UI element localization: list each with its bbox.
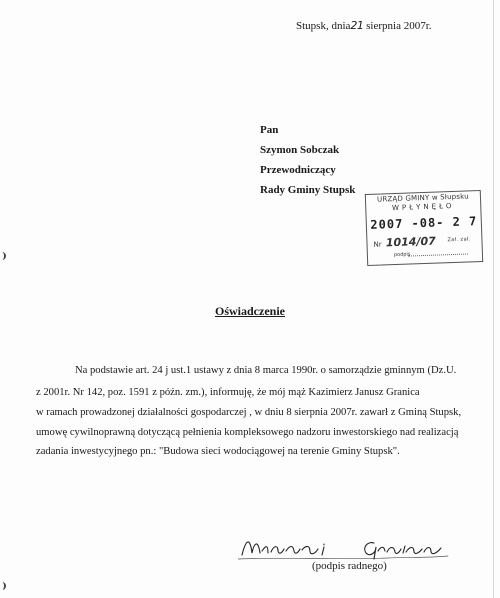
addressee-institution: Rady Gminy Stupsk [260,184,356,196]
handwritten-signature [238,533,458,563]
page-edge-shadow [493,0,494,598]
stamp-nr-value: 1014/07 [385,234,437,250]
stamp-date: 2007 -08- 2 7 [370,214,478,232]
body-line: umowę cywilnoprawną dotyczącą pełnienia kompleksowego nadzoru inwestorskiego nad realizacją [36,427,459,438]
scan-mark [0,582,6,590]
stamp-nr-label: Nr [373,240,382,249]
body-line: w ramach prowadzonej działalności gospodarczej , w dniu 8 sierpnia 2007r. zawarł z Gminą Stupsk, [36,407,462,418]
place-date-suffix: sierpnia 2007r. [366,20,432,32]
stamp-signature-label: podpis [393,251,411,259]
signature-scribble [238,533,458,563]
stamp-attachments: Zał. zał. [447,236,471,244]
addressee-name: Szymon Sobczak [260,144,340,156]
handwritten-day: 21 [350,19,364,32]
stamp-office: URZĄD GMINY w Słupsku [376,192,469,204]
addressee-role: Przewodniczący [260,164,336,176]
scan-mark [0,252,6,260]
signature-caption: (podpis radnego) [312,560,387,572]
place-date-line [296,19,432,32]
stamp-signature-line [408,253,468,256]
addressee-block [260,120,355,200]
stamp-status: WPŁYNĘŁO [391,201,455,213]
body-line: zadania inwestycyjnego pn.: "Budowa sieci wodociągowej na terenie Gminy Stupsk". [36,446,400,457]
place-date-prefix: Stupsk, dnia [296,20,351,32]
received-stamp [365,190,483,266]
stamp-number-row [373,235,436,250]
addressee-salutation: Pan [260,124,279,136]
body-line: z 2001r. Nr 142, poz. 1591 z późn. zm.), informuję, że mój mąż Kazimierz Janusz Granica [36,387,420,398]
document-title: Oświadczenie [215,304,285,318]
body-line: Na podstawie art. 24 j ust.1 ustawy z dnia 8 marca 1990r. o samorządzie gminnym (Dz.U. [75,365,457,376]
